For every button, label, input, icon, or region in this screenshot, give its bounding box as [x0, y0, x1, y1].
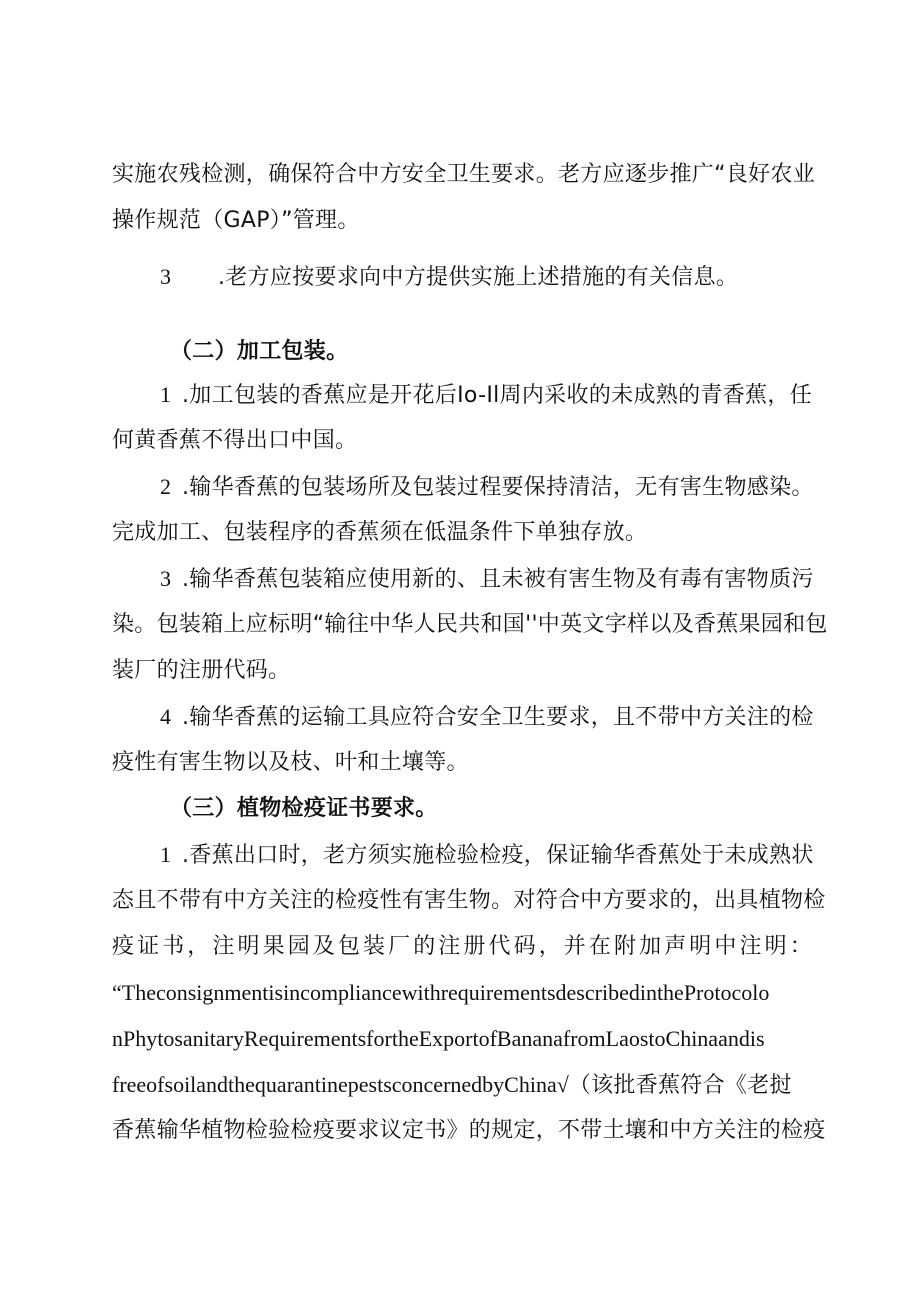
paragraph-line: 疫性有害生物以及枝、叶和土壤等。	[112, 750, 469, 775]
paragraph-line: 香蕉输华植物检验检疫要求议定书》的规定，不带土壤和中方关注的检疫	[112, 1118, 826, 1143]
paragraph-line: 何黄香蕉不得出口中国。	[112, 428, 358, 453]
list-item-3: 3 .输华香蕉包装箱应使用新的、且未被有害生物及有毒有害物质污	[160, 566, 814, 592]
paragraph-line: 染。包装箱上应标明“输往中华人民共和国''中英文字样以及香蕉果园和包	[112, 612, 828, 637]
list-number: 2	[160, 474, 172, 499]
paragraph-line: 操作规范（GAP）”管理。	[112, 208, 360, 233]
section-heading-3: （三）植物检疫证书要求。	[170, 796, 438, 821]
paragraph-line: freeofsoilandthequarantinepestsconcernedbyChina√（该批香蕉符合《老挝	[112, 1072, 792, 1098]
list-item-2: 2 .输华香蕉的包装场所及包装过程要保持清洁，无有害生物感染。	[160, 474, 814, 500]
english-declaration-line: “TheconsignmentisincompliancewithrequirementsdescribedintheProtocolo	[112, 980, 770, 1005]
list-number: 1	[160, 382, 172, 407]
list-item-3: 3 .老方应按要求向中方提供实施上述措施的有关信息。	[160, 264, 739, 290]
list-number: 1	[160, 842, 172, 867]
list-item-1: 1 .香蕉出口时，老方须实施检验检疫，保证输华香蕉处于未成熟状	[160, 842, 814, 868]
english-declaration-line: nPhytosanitaryRequirementsfortheExportofBananafromLaostoChinaandis	[112, 1026, 765, 1051]
list-number: 3	[160, 264, 172, 289]
list-number: 3	[160, 566, 172, 591]
list-number: 4	[160, 704, 172, 729]
paragraph-line: 完成加工、包装程序的香蕉须在低温条件下单独存放。	[112, 520, 648, 545]
paragraph-line: 态且不带有中方关注的检疫性有害生物。对符合中方要求的，出具植物检	[112, 888, 826, 913]
paragraph-line: 装厂的注册代码。	[112, 658, 291, 683]
paragraph-line: 实施农残检测，确保符合中方安全卫生要求。老方应逐步推广“良好农业	[112, 162, 815, 187]
list-item-1: 1 .加工包装的香蕉应是开花后Io-Il周内采收的未成熟的青香蕉，任	[160, 382, 812, 408]
section-heading-2: （二）加工包装。	[170, 339, 349, 364]
list-item-4: 4 .输华香蕉的运输工具应符合安全卫生要求，且不带中方关注的检	[160, 704, 814, 730]
paragraph-line: 疫证书，注明果园及包装厂的注册代码，并在附加声明中注明：	[112, 934, 812, 959]
